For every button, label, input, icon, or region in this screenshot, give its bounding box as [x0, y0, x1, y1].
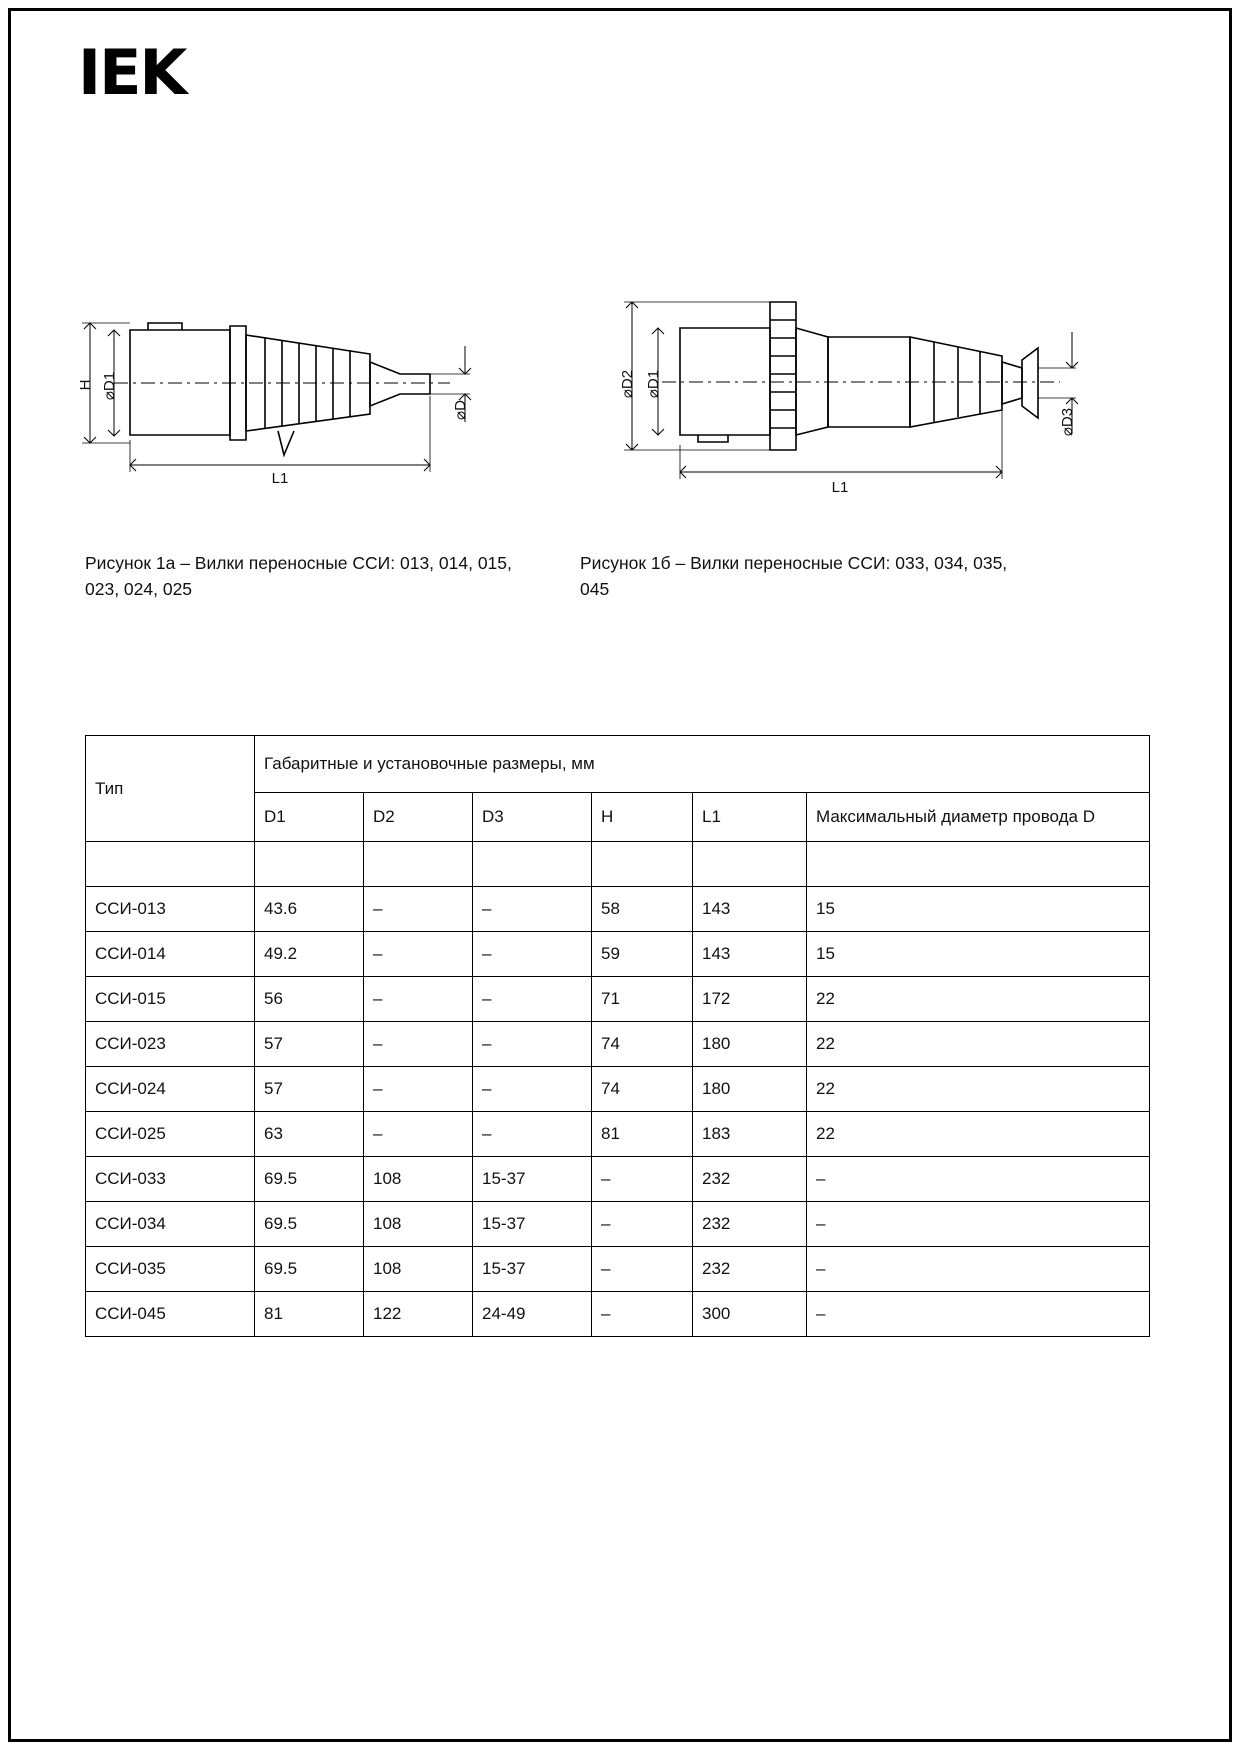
cell-d1: 63 [255, 1112, 364, 1157]
table-spacer-row [86, 842, 1150, 887]
cell-type: ССИ-025 [86, 1112, 255, 1157]
page-border-left [8, 8, 11, 1742]
cell-d1: 49.2 [255, 932, 364, 977]
cell-d2: – [364, 977, 473, 1022]
cell-d1: 69.5 [255, 1247, 364, 1292]
header-l1: L1 [693, 793, 807, 842]
table-row [86, 887, 1150, 932]
header-type: Тип [86, 736, 255, 842]
cell-d1: 56 [255, 977, 364, 1022]
table-row [86, 1202, 1150, 1247]
table-row [86, 1247, 1150, 1292]
cell-dmax: 15 [807, 932, 1150, 977]
cell-d3: – [473, 1067, 592, 1112]
cell-d3: – [473, 1112, 592, 1157]
header-d2: D2 [364, 793, 473, 842]
cell-l1: 143 [693, 932, 807, 977]
figure-plug-flanged-view [610, 280, 1110, 520]
cell-type: ССИ-023 [86, 1022, 255, 1067]
cell-l1: 232 [693, 1247, 807, 1292]
cell-l1: 172 [693, 977, 807, 1022]
cell-type: ССИ-014 [86, 932, 255, 977]
specifications-table [85, 735, 1150, 1337]
table-header-row-top [86, 736, 1150, 793]
cell-l1: 180 [693, 1022, 807, 1067]
table-row [86, 1067, 1150, 1112]
cell-dmax: – [807, 1247, 1150, 1292]
cell-h: – [592, 1247, 693, 1292]
page-border-right [1229, 8, 1232, 1742]
cell-d1: 43.6 [255, 887, 364, 932]
cell-dmax: 15 [807, 887, 1150, 932]
label-d3: ⌀D3 [1059, 407, 1076, 437]
cell-d3: 24-49 [473, 1292, 592, 1337]
label-l1: L1 [831, 479, 849, 496]
cell-d1: 69.5 [255, 1157, 364, 1202]
cell-h: 59 [592, 932, 693, 977]
cell-d1: 69.5 [255, 1202, 364, 1247]
cell-type: ССИ-033 [86, 1157, 255, 1202]
cell-type: ССИ-034 [86, 1202, 255, 1247]
cell-h: 74 [592, 1022, 693, 1067]
cell-d2: 108 [364, 1202, 473, 1247]
cell-h: 74 [592, 1067, 693, 1112]
cell-h: – [592, 1157, 693, 1202]
table-row [86, 1292, 1150, 1337]
figure-plug-side-view [70, 290, 570, 520]
cell-l1: 183 [693, 1112, 807, 1157]
label-d: ⌀D [452, 400, 469, 420]
table-body [86, 842, 1150, 1337]
table-row [86, 977, 1150, 1022]
cell-d3: 15-37 [473, 1157, 592, 1202]
cell-d1: 57 [255, 1067, 364, 1112]
cell-d2: 108 [364, 1157, 473, 1202]
cell-d2: – [364, 932, 473, 977]
cell-l1: 232 [693, 1202, 807, 1247]
cell-dmax: 22 [807, 1022, 1150, 1067]
cell-d1: 81 [255, 1292, 364, 1337]
table-row [86, 1157, 1150, 1202]
cell-l1: 232 [693, 1157, 807, 1202]
cell-dmax: 22 [807, 1067, 1150, 1112]
label-d2: ⌀D2 [619, 369, 636, 399]
label-d1: ⌀D1 [101, 371, 118, 401]
cell-d2: – [364, 887, 473, 932]
figure-a-caption: Рисунок 1а – Вилки переносные ССИ: 013, 014, 015, 023, 024, 025 [85, 553, 512, 600]
page-border-top [8, 8, 1232, 11]
table-row [86, 1112, 1150, 1157]
cell-dmax: 22 [807, 977, 1150, 1022]
figure-b-caption: Рисунок 1б – Вилки переносные ССИ: 033, 034, 035, 045 [580, 553, 1008, 600]
cell-h: 81 [592, 1112, 693, 1157]
cell-d2: – [364, 1112, 473, 1157]
cell-type: ССИ-045 [86, 1292, 255, 1337]
cell-d1: 57 [255, 1022, 364, 1067]
cell-d3: – [473, 887, 592, 932]
cell-d3: – [473, 932, 592, 977]
header-max-wire-diameter: Максимальный диаметр провода D [807, 793, 1150, 842]
cell-dmax: 22 [807, 1112, 1150, 1157]
cell-d3: 15-37 [473, 1202, 592, 1247]
cell-h: – [592, 1202, 693, 1247]
cell-d2: – [364, 1022, 473, 1067]
cell-d3: – [473, 977, 592, 1022]
cell-dmax: – [807, 1292, 1150, 1337]
table-row [86, 932, 1150, 977]
cell-dmax: – [807, 1202, 1150, 1247]
cell-l1: 143 [693, 887, 807, 932]
cell-d3: 15-37 [473, 1247, 592, 1292]
header-h: H [592, 793, 693, 842]
cell-d2: 108 [364, 1247, 473, 1292]
cell-d2: 122 [364, 1292, 473, 1337]
label-l1: L1 [271, 470, 289, 487]
header-d1: D1 [255, 793, 364, 842]
header-d3: D3 [473, 793, 592, 842]
cell-d3: – [473, 1022, 592, 1067]
table-row [86, 1022, 1150, 1067]
cell-dmax: – [807, 1157, 1150, 1202]
cell-l1: 300 [693, 1292, 807, 1337]
label-d1: ⌀D1 [645, 369, 662, 399]
header-dimensions-group: Габаритные и установочные размеры, мм [255, 736, 1150, 793]
iek-logo: IEK [78, 36, 186, 109]
cell-type: ССИ-024 [86, 1067, 255, 1112]
cell-h: 71 [592, 977, 693, 1022]
cell-d2: – [364, 1067, 473, 1112]
cell-h: 58 [592, 887, 693, 932]
label-h: H [77, 379, 94, 391]
cell-type: ССИ-035 [86, 1247, 255, 1292]
cell-h: – [592, 1292, 693, 1337]
page-border-bottom [8, 1739, 1232, 1742]
specifications-table-wrapper [85, 735, 1150, 1337]
cell-type: ССИ-013 [86, 887, 255, 932]
cell-type: ССИ-015 [86, 977, 255, 1022]
cell-l1: 180 [693, 1067, 807, 1112]
